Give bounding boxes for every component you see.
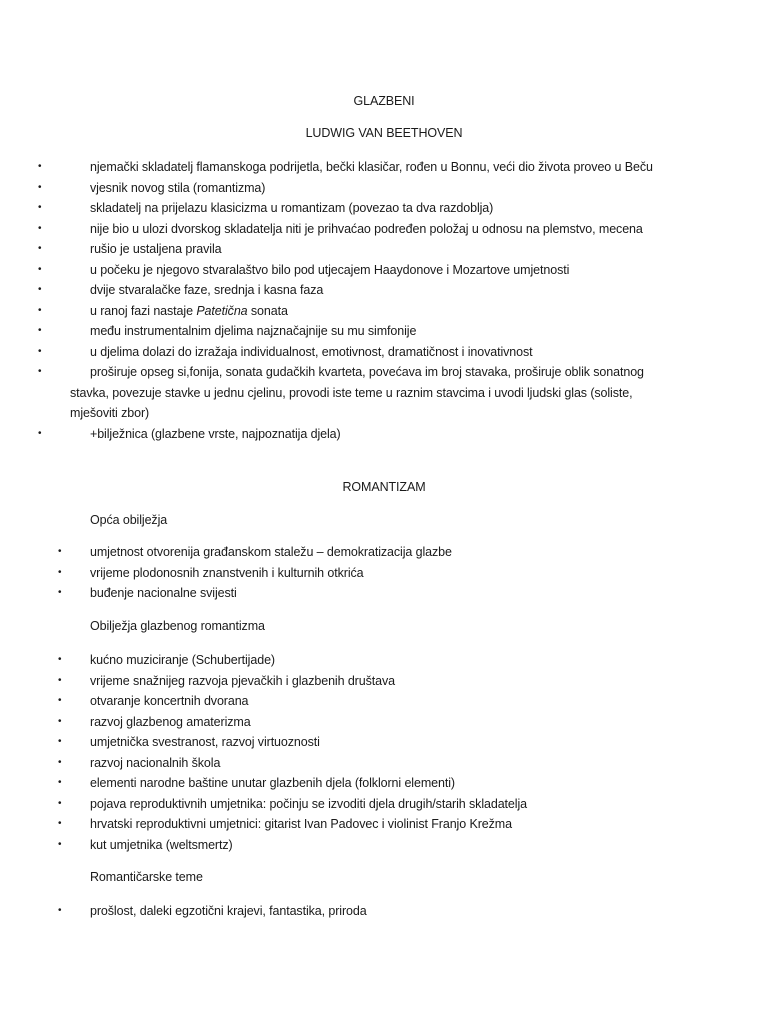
work-title: Patetična (196, 303, 248, 318)
bullet-icon: • (38, 284, 42, 295)
list-item: • pojava reproduktivnih umjetnika: počinju se izvoditi djela drugih/starih skladatelja (56, 794, 696, 815)
bullet-icon: • (38, 427, 42, 439)
bullet-icon: • (58, 797, 62, 809)
list-item: • razvoj glazbenog amaterizma (56, 712, 696, 733)
bullet-icon: • (38, 202, 42, 213)
list-item: • otvaranje koncertnih dvorana (56, 691, 696, 712)
list-item-patetic: • u ranoj fazi nastaje Patetična sonata (36, 301, 696, 322)
list-item: • u djelima dolazi do izražaja individualnost, emotivnost, dramatičnost i inovativnost (36, 342, 696, 363)
bullet-icon: • (58, 715, 62, 727)
list-item-long: • proširuje opseg si,fonija, sonata gudačkih kvarteta, povećava im broj stavaka, proširuje oblik sonatnog stavka, povezuje stavke u jednu cjelinu, provodi iste teme u raznim stavcima i uvodi ljudski glas (soliste, mješoviti zbor) (36, 362, 696, 424)
teme-list (56, 901, 696, 922)
list-item: • vrijeme plodonosnih znanstvenih i kulturnih otkrića (56, 563, 696, 584)
bullet-icon: • (58, 674, 62, 686)
bullet-icon: • (38, 222, 42, 234)
bullet-icon: • (38, 345, 42, 357)
list-item: • kućno muziciranje (Schubertijade) (56, 650, 696, 671)
list-item: • nije bio u ulozi dvorskog skladatelja niti je prihvaćao podređen položaj u odnosu na plemstvo, mecena (36, 219, 696, 240)
bullet-icon: • (58, 736, 62, 747)
bullet-icon: • (38, 263, 42, 275)
list-item: • među instrumentalnim djelima najznačajnije su mu simfonije (36, 321, 696, 342)
list-item: • vjesnik novog stila (romantizma) (36, 178, 696, 199)
list-item: • vrijeme snažnijeg razvoja pjevačkih i glazbenih društava (56, 671, 696, 692)
list-item: • elementi narodne baštine unutar glazbenih djela (folklorni elementi) (56, 773, 696, 794)
document-title: GLAZBENI (353, 94, 415, 108)
list-item: • rušio je ustaljena pravila (36, 239, 696, 260)
bullet-icon: • (58, 818, 62, 829)
beethoven-list (36, 157, 696, 444)
list-item: • njemački skladatelj flamanskoga podrijetla, bečki klasičar, rođen u Bonnu, veći dio života proveo u Beču (36, 157, 696, 178)
romantizam-heading: ROMANTIZAM (342, 480, 426, 494)
bullet-icon: • (58, 756, 62, 768)
bullet-icon: • (38, 243, 42, 254)
list-item: • +bilježnica (glazbene vrste, najpoznatija djela) (36, 424, 696, 445)
teme-heading: Romantičarske teme (90, 870, 203, 884)
bullet-icon: • (58, 777, 62, 788)
list-item: • skladatelj na prijelazu klasicizma u romantizam (povezao ta dva razdoblja) (36, 198, 696, 219)
list-item: • dvije stvaralačke faze, srednja i kasna faza (36, 280, 696, 301)
bullet-icon: • (38, 366, 42, 377)
bullet-icon: • (58, 838, 62, 850)
bullet-icon: • (38, 304, 42, 316)
bullet-icon: • (58, 695, 62, 706)
list-item: • buđenje nacionalne svijesti (56, 583, 696, 604)
opca-heading: Opća obilježja (90, 513, 168, 527)
bullet-icon: • (38, 161, 42, 172)
bullet-icon: • (58, 905, 62, 916)
bullet-icon: • (38, 325, 42, 336)
list-item: • razvoj nacionalnih škola (56, 753, 696, 774)
obiljezja-list (56, 650, 696, 855)
bullet-icon: • (58, 587, 62, 598)
list-item: • umjetnička svestranost, razvoj virtuoznosti (56, 732, 696, 753)
bullet-icon: • (58, 566, 62, 578)
list-item: • kut umjetnika (weltsmertz) (56, 835, 696, 856)
list-item: • hrvatski reproduktivni umjetnici: gitarist Ivan Padovec i violinist Franjo Krežma (56, 814, 696, 835)
list-item: • umjetnost otvorenija građanskom staležu – demokratizacija glazbe (56, 542, 696, 563)
list-item: • prošlost, daleki egzotični krajevi, fantastika, priroda (56, 901, 696, 922)
obiljezja-heading: Obilježja glazbenog romantizma (90, 619, 265, 633)
list-item: • u počeku je njegovo stvaralaštvo bilo pod utjecajem Haaydonove i Mozartove umjetnosti (36, 260, 696, 281)
bullet-icon: • (58, 546, 62, 557)
opca-list (56, 542, 696, 604)
beethoven-heading: LUDWIG VAN BEETHOVEN (305, 126, 463, 140)
bullet-icon: • (38, 181, 42, 193)
bullet-icon: • (58, 654, 62, 665)
